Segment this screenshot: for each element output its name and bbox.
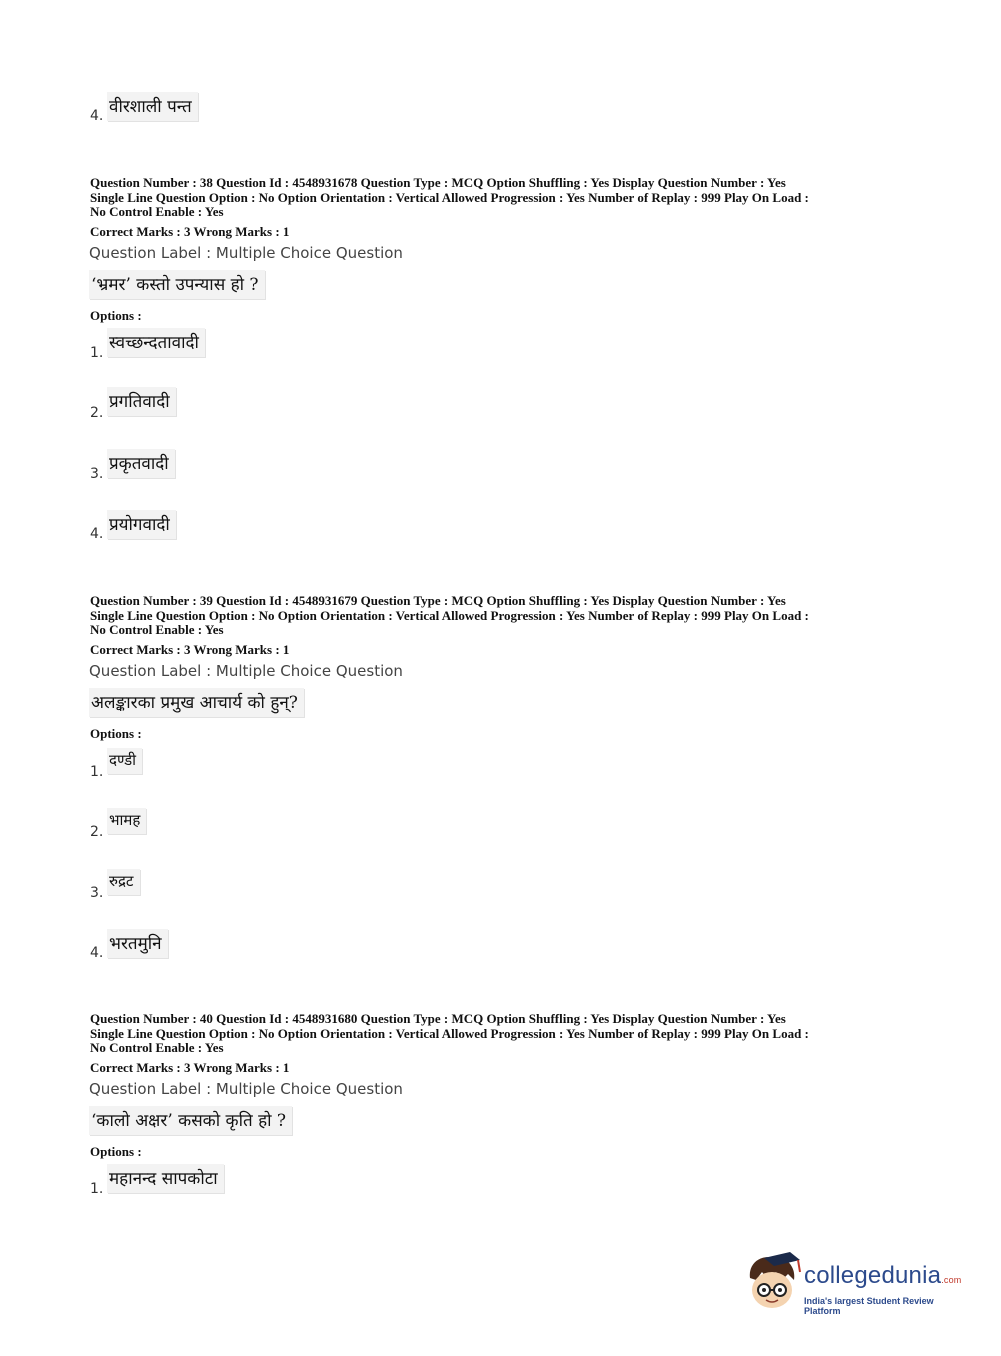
option-text[interactable]: भामह	[107, 808, 146, 834]
option-text: वीरशाली पन्त	[107, 92, 198, 121]
options-label: Options :	[90, 308, 142, 323]
question-block-39	[90, 594, 910, 638]
option-number: 2.	[90, 405, 104, 421]
options-label: Options :	[90, 1144, 142, 1159]
option-number: 2.	[90, 824, 104, 840]
question-label: Question Label : Multiple Choice Question	[89, 662, 403, 680]
question-text: ‘भ्रमर’ कस्तो उपन्यास हो ?	[89, 270, 265, 299]
option-number: 1.	[90, 345, 104, 361]
question-meta: Question Number : 40 Question Id : 4548931680 Question Type : MCQ Option Shuffling : Yes Display Question Number : Yes Single Line Question Option : No Option Orientation : Vertical Allowed Progression : Yes Number of Replay : 999 Play On Load : No Control Enable : Yes	[90, 1011, 809, 1055]
collegedunia-logo	[742, 1250, 972, 1320]
marks-line: Correct Marks : 3 Wrong Marks : 1	[90, 642, 290, 657]
question-label: Question Label : Multiple Choice Question	[89, 244, 403, 262]
option-number: 1.	[90, 764, 104, 780]
marks-line: Correct Marks : 3 Wrong Marks : 1	[90, 1060, 290, 1075]
question-block-40	[90, 1012, 910, 1056]
options-label: Options :	[90, 726, 142, 741]
question-label: Question Label : Multiple Choice Question	[89, 1080, 403, 1098]
option-number: 3.	[90, 885, 104, 901]
question-text: ‘कालो अक्षर’ कसको कृति हो ?	[89, 1106, 292, 1135]
option-number: 1.	[90, 1181, 104, 1197]
question-text: अलङ्कारका प्रमुख आचार्य को हुन्?	[89, 688, 304, 717]
option-text[interactable]: प्रयोगवादी	[107, 510, 176, 539]
option-text[interactable]: स्वच्छन्दतावादी	[107, 328, 205, 357]
option-text[interactable]: प्रकृतवादी	[107, 449, 175, 478]
option-text[interactable]: भरतमुनि	[107, 929, 168, 958]
option-number: 3.	[90, 466, 104, 482]
option-number: 4.	[90, 526, 104, 542]
mascot-icon	[742, 1250, 802, 1314]
logo-wordmark: collegedunia.com	[804, 1262, 962, 1289]
logo-tagline: India's largest Student Review Platform	[804, 1296, 934, 1316]
option-number: 4.	[90, 945, 104, 961]
option-text[interactable]: प्रगतिवादी	[107, 387, 176, 416]
question-block-38	[90, 176, 910, 220]
option-text[interactable]: रुद्रट	[107, 869, 140, 895]
question-meta: Question Number : 38 Question Id : 4548931678 Question Type : MCQ Option Shuffling : Yes Display Question Number : Yes Single Line Question Option : No Option Orientation : Vertical Allowed Progression : Yes Number of Replay : 999 Play On Load : No Control Enable : Yes	[90, 175, 809, 219]
option-number: 4.	[90, 108, 104, 124]
question-meta: Question Number : 39 Question Id : 4548931679 Question Type : MCQ Option Shuffling : Yes Display Question Number : Yes Single Line Question Option : No Option Orientation : Vertical Allowed Progression : Yes Number of Replay : 999 Play On Load : No Control Enable : Yes	[90, 593, 809, 637]
option-text[interactable]: महानन्द सापकोटा	[107, 1164, 224, 1193]
marks-line: Correct Marks : 3 Wrong Marks : 1	[90, 224, 290, 239]
option-text[interactable]: दण्डी	[107, 748, 142, 774]
